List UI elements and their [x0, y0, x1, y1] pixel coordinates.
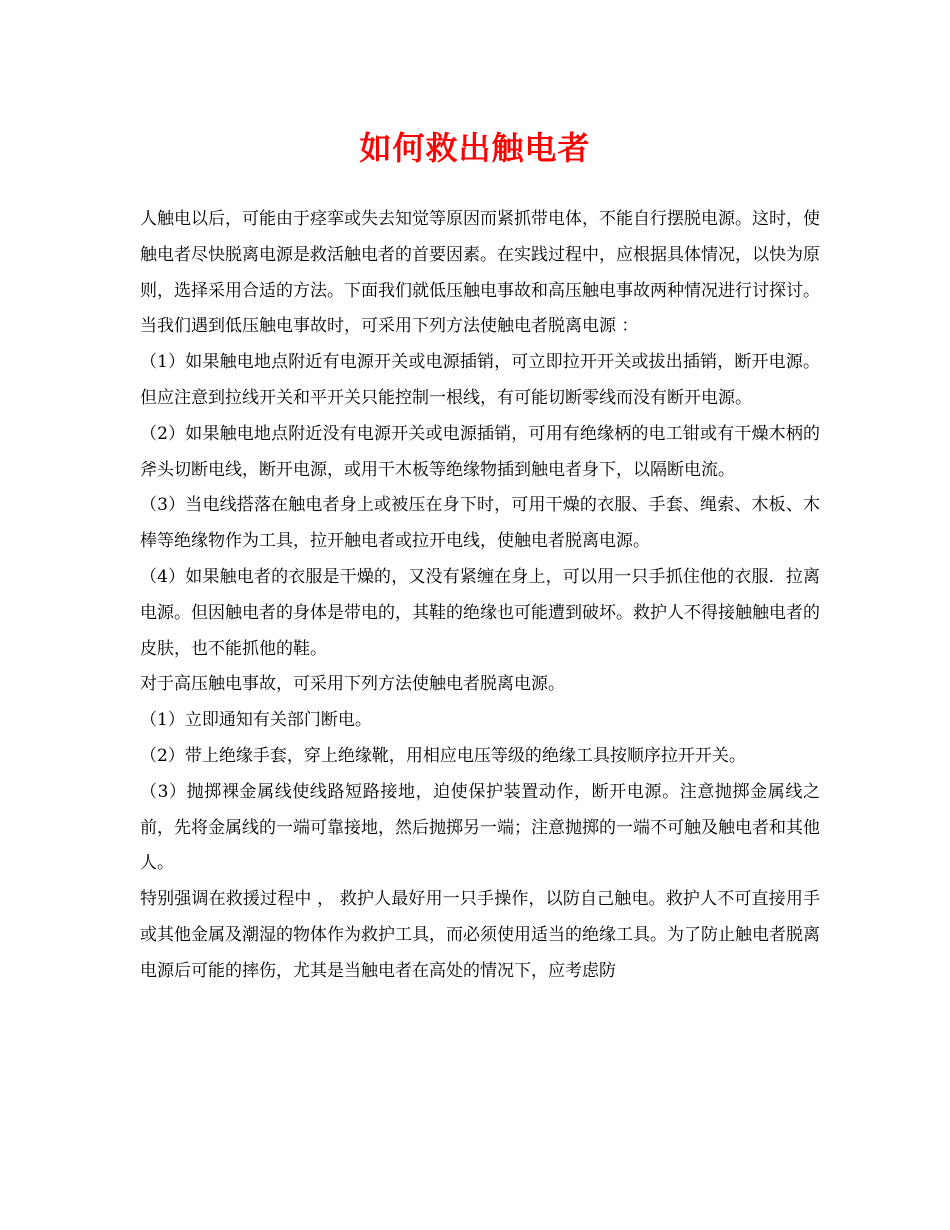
paragraph-high-voltage-heading: 对于高压触电事故，可采用下列方法使触电者脱离电源。 [140, 674, 565, 695]
paragraph-emphasis: 特别强调在救援过程中 ， 救护人最好用一只手操作，以防自己触电。救护人不可直接用手或其他金属及潮湿的物体作为救护工具，而必须使用适当的绝缘工具。为了防止触电者脱离电源后可能的摔伤，尤其是当触电者在高处的情况下，应考虑防 [140, 889, 820, 981]
paragraph-high-voltage-3: （3）抛掷裸金属线使线路短路接地，迫使保护装置动作，断开电源。注意抛掷金属线之前，先将金属线的一端可靠接地，然后抛掷另一端；注意抛掷的一端不可触及触电者和其他人。 [140, 781, 820, 874]
paragraph-low-voltage-heading: 当我们遇到低压触电事故时，可采用下列方法使触电者脱离电源 ： [140, 316, 639, 337]
document-body [140, 202, 820, 990]
paragraph-low-voltage-4: （4）如果触电者的衣服是干燥的，又没有紧缠在身上，可以用一只手抓住他的衣服．拉离电源。但因触电者的身体是带电的，其鞋的绝缘也可能遭到破坏。救护人不得接触触电者的皮肤，也不能抓他的鞋。 [140, 566, 820, 659]
page-title: 如何救出触电者 [359, 129, 591, 167]
paragraph-intro: 人触电以后，可能由于痉挛或失去知觉等原因而紧抓带电体，不能自行摆脱电源。这时，使触电者尽快脱离电源是救活触电者的首要因素。在实践过程中，应根据具体情况，以快为原则，选择采用合适的方法。下面我们就低压触电事故和高压触电事故两种情况进行讨探讨。 [140, 209, 820, 301]
paragraph-low-voltage-3: （3）当电线搭落在触电者身上或被压在身下时，可用干燥的衣服、手套、绳索、木板、木棒等绝缘物作为工具，拉开触电者或拉开电线，使触电者脱离电源。 [140, 495, 820, 552]
paragraph-low-voltage-2: （2）如果触电地点附近没有电源开关或电源插销，可用有绝缘柄的电工钳或有干燥木柄的斧头切断电线，断开电源，或用干木板等绝缘物插到触电者身下，以隔断电流。 [140, 423, 820, 480]
paragraph-high-voltage-2: （2）带上绝缘手套，穿上绝缘靴，用相应电压等级的绝缘工具按顺序拉开开关。 [140, 745, 746, 766]
paragraph-low-voltage-1: （1）如果触电地点附近有电源开关或电源插销，可立即拉开开关或拔出插销，断开电源。但应注意到拉线开关和平开关只能控制一根线，有可能切断零线而没有断开电源。 [140, 352, 820, 408]
paragraph-high-voltage-1: （1）立即通知有关部门断电。 [140, 710, 372, 731]
